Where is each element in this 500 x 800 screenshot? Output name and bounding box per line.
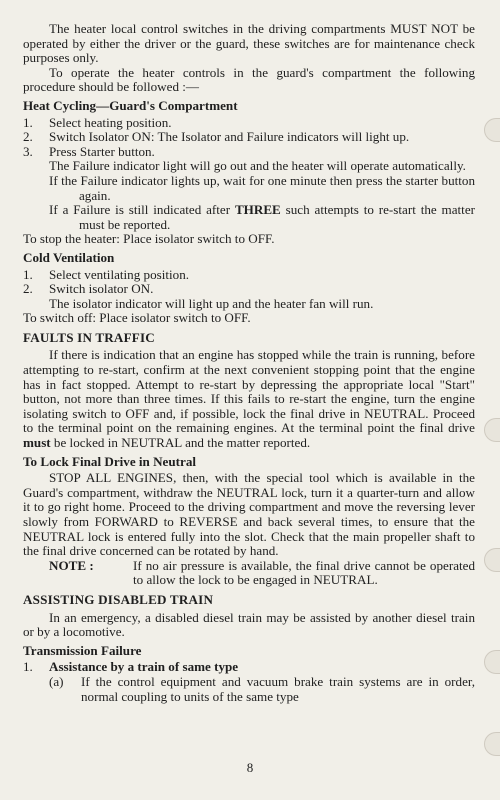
page-number: 8 — [246, 760, 254, 775]
heading-cold-ventilation: Cold Ventilation — [23, 249, 115, 265]
list-number: 2. — [23, 129, 33, 145]
assisting-paragraph: In an emergency, a disabled diesel train may be assisted by another diesel train or by a locomotive. — [23, 609, 475, 640]
punch-hole — [484, 418, 500, 442]
list-number: 2. — [23, 281, 33, 297]
ventilation-paragraph: The isolator indicator will light up and the heater fan will run. — [49, 295, 374, 311]
intro-paragraph: To operate the heater controls in the guard's compartment the following procedure should be followed :— — [23, 64, 475, 95]
sub-item-label: (a) — [49, 673, 64, 689]
sub-note: If the Failure indicator lights up, wait for one minute then press the starter button again. — [49, 172, 475, 203]
list-item — [23, 282, 475, 297]
heading-lock-final-drive: To Lock Final Drive in Neutral — [23, 453, 197, 469]
para-emphasis: must — [23, 435, 51, 451]
note-emphasis: THREE — [234, 202, 281, 218]
heading-faults: FAULTS IN TRAFFIC — [23, 329, 155, 345]
list-text: Press Starter button. — [49, 143, 155, 159]
lock-paragraph: STOP ALL ENGINES, then, with the special tool which is available in the Guard's compartment, withdraw the NEUTRAL lock, turn it a quarter-turn and allow it to go right home. Proceed to the driving compartment and move the reversing lever slowly from FORWARD to REVERSE and back several times, to ensure that the NEUTRAL lock is entered fully into the slot. Check that the main propeller shaft to the final drive concerned can be rotated by hand. — [23, 470, 475, 559]
list-text: Switch Isolator ON: The Isolator and Failure indicators will light up. — [49, 129, 410, 145]
sub-item — [23, 675, 475, 704]
intro-paragraph: The heater local control switches in the driving compartments MUST NOT be operated by either the driver or the guard, these switches are for maintenance check purposes only. — [23, 21, 475, 66]
list-item — [23, 268, 475, 283]
list-item — [23, 660, 475, 675]
heading-assisting: ASSISTING DISABLED TRAIN — [23, 591, 214, 607]
note-text: If a Failure is still indicated after — [49, 202, 235, 218]
note-text: such attempts to re-start the matter must be reported. — [79, 202, 475, 232]
heading-heat-cycling: Heat Cycling—Guard's Compartment — [23, 97, 238, 113]
list-number: 1. — [23, 266, 33, 282]
document-page — [23, 22, 475, 704]
punch-hole — [484, 548, 500, 572]
list-text: Select ventilating position. — [49, 266, 190, 282]
faults-paragraph — [23, 348, 475, 450]
list-item — [23, 145, 475, 160]
note-block — [49, 559, 475, 588]
sub-note: The Failure indicator light will go out and the heater will operate automatically. — [49, 158, 466, 174]
list-text: Switch isolator ON. — [49, 281, 154, 297]
para-text: If there is indication that an engine has stopped while the train is running, before attempting to re-start, confirm at the next convenient stopping point that the engine has in fact stopped. Attempt to re-start by depressing the appropriate local "Start" button, not more than three times. If this fails to re-start the engine, turn the engine isolating switch to OFF and, if possible, lock the final drive in NEUTRAL. Proceed to the terminal point on the remaining engines. At the terminal point the final drive — [23, 347, 475, 436]
list-number: 3. — [23, 143, 33, 159]
sub-note — [23, 203, 475, 232]
para-text: be locked in NEUTRAL and the matter reported. — [50, 435, 311, 451]
stop-instruction: To stop the heater: Place isolator switch to OFF. — [23, 231, 275, 247]
list-item — [23, 130, 475, 145]
list-number: 1. — [23, 659, 33, 675]
note-label: NOTE : — [49, 557, 94, 573]
heading-transmission-failure: Transmission Failure — [23, 642, 142, 658]
list-text: Select heating position. — [49, 114, 172, 130]
switch-off-instruction: To switch off: Place isolator switch to OFF. — [23, 310, 251, 326]
sub-item-text: If the control equipment and vacuum brake train systems are in order, normal coupling to units of the same type — [81, 673, 475, 704]
list-item — [23, 116, 475, 131]
punch-hole — [484, 118, 500, 142]
note-text: If no air pressure is available, the final drive cannot be operated to allow the lock to be engaged in NEUTRAL. — [133, 557, 475, 588]
item-title: Assistance by a train of same type — [49, 659, 239, 675]
list-number: 1. — [23, 114, 33, 130]
punch-hole — [484, 732, 500, 756]
punch-hole — [484, 650, 500, 674]
